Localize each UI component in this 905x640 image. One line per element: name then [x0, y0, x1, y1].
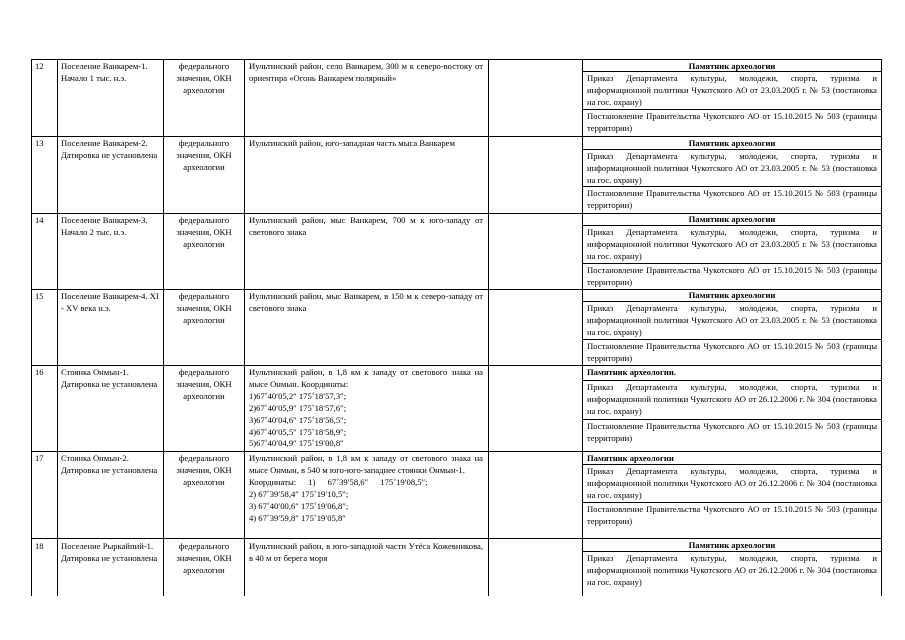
- object-name: Поселение Ванкарем-1. Начало 1 тыс. н.э.: [61, 61, 148, 83]
- object-name: Стоянка Онмын-2. Датировка не установлена: [61, 453, 158, 475]
- doc-heading: Памятник археологии: [688, 138, 776, 148]
- doc-entry: Постановление Правительства Чукотского АО от 15.10.2015 № 503 (границы территории): [587, 504, 877, 526]
- doc-entry: Постановление Правительства Чукотского АО от 15.10.2015 № 503 (границы территории): [587, 265, 877, 287]
- coordinate-line: 4) 67˚39′59,8″ 175˚19′05,8″: [249, 512, 346, 523]
- location-line: Иультинский район, село Ванкарем, 300 м к северо-востоку от ориентира «Огонь Ванкарем полярный»: [249, 61, 483, 83]
- doc-entry: Приказ Департамента культуры, молодежи, спорта, туризма и информационной политики Чукотского АО от 26.12.2006 г. № 304 (постановка на гос. охрану): [587, 466, 877, 500]
- object-category: федерального значения, ОКН археологии: [176, 215, 232, 249]
- doc-entry: Приказ Департамента культуры, молодежи, спорта, туризма и информационной политики Чукотского АО от 23.03.2005 г. № 53 (постановка на гос. охрану): [587, 303, 877, 337]
- object-location: [249, 215, 483, 239]
- object-location: [249, 367, 483, 450]
- doc-entry: Постановление Правительства Чукотского АО от 15.10.2015 № 503 (границы территории): [587, 421, 877, 443]
- doc-heading: Памятник археологии: [688, 214, 776, 224]
- object-category: федерального значения, ОКН археологии: [176, 291, 232, 325]
- location-line: Иультинский район, в юго-западной части Утёса Кожевникова, в 40 м от берега моря: [249, 541, 483, 563]
- doc-heading: Памятник археологии: [688, 61, 776, 71]
- row-border: [31, 365, 882, 366]
- coordinate-line: Координаты: 1) 67˚39′58,6″ 175˚19′08,5″;: [249, 476, 428, 487]
- doc-entry: Постановление Правительства Чукотского АО от 15.10.2015 № 503 (границы территории): [587, 111, 877, 133]
- doc-divider: [582, 109, 882, 110]
- object-name: Стоянка Онмын-1. Датировка не установлена: [61, 367, 158, 389]
- object-category: федерального значения, ОКН археологии: [176, 541, 232, 575]
- object-name: Поселение Ванкарем-3. Начало 2 тыс. н.э.: [61, 215, 148, 237]
- coordinate-line: 2) 67˚39′58,4″ 175˚19′10,5″;: [249, 488, 349, 499]
- row-number: 15: [35, 291, 44, 301]
- doc-entry: Приказ Департамента культуры, молодежи, спорта, туризма и информационной политики Чукотского АО от 23.03.2005 г. № 53 (постановка на гос. охрану): [587, 227, 877, 261]
- object-category: федерального значения, ОКН археологии: [176, 367, 232, 401]
- location-line: Иультинский район, в 1,8 км к западу от светового знака на мысе Онмын. Координаты:: [249, 367, 483, 389]
- object-name: Поселение Рыркайпий-1. Датировка не установлена: [61, 541, 158, 563]
- doc-divider: [582, 339, 882, 340]
- location-line: Иультинский район, мыс Ванкарем, в 150 м к северо-западу от светового знака: [249, 291, 483, 313]
- doc-heading: Памятник археологии: [688, 290, 776, 300]
- doc-entry: Приказ Департамента культуры, молодежи, спорта, туризма и информационной политики Чукотского АО от 26.12.2006 г. № 304 (постановка на гос. охрану): [587, 553, 877, 587]
- object-location: [249, 291, 483, 315]
- object-location: [249, 453, 483, 524]
- row-number: 12: [35, 61, 44, 71]
- object-category: федерального значения, ОКН археологии: [176, 453, 232, 487]
- column-divider: [582, 59, 583, 596]
- coordinate-line: 5)67˚40′04,9″ 175˚19′00,8″: [249, 438, 344, 449]
- row-border: [31, 538, 882, 539]
- doc-divider: [582, 380, 882, 381]
- coordinate-line: 4)67˚40′05,5″ 175˚18′58,9″;: [249, 426, 347, 437]
- object-category: федерального значения, ОКН археологии: [176, 61, 232, 95]
- row-number: 14: [35, 215, 44, 225]
- row-border: [31, 136, 882, 137]
- row-number: 17: [35, 453, 44, 463]
- coordinate-line: 3)67˚40′04,6″ 175˚18′56,5″;: [249, 414, 347, 425]
- column-divider: [488, 59, 489, 596]
- doc-heading: Памятник археологии.: [587, 367, 676, 377]
- doc-heading: Памятник археологии: [688, 540, 776, 550]
- object-category: федерального значения, ОКН археологии: [176, 138, 232, 172]
- table-border-left: [31, 59, 32, 596]
- doc-divider: [582, 263, 882, 264]
- object-location: [249, 138, 483, 150]
- location-line: Иультинский район, мыс Ванкарем, 700 м к юго-западу от светового знака: [249, 215, 483, 237]
- object-location: [249, 541, 483, 565]
- coordinate-line: 2)67˚40′05,9″ 175˚18′57,6″;: [249, 402, 347, 413]
- row-border: [31, 451, 882, 452]
- coordinate-line: 3) 67˚40′00,6″ 175˚19′06,8″;: [249, 500, 349, 511]
- doc-entry: Постановление Правительства Чукотского АО от 15.10.2015 № 503 (границы территории): [587, 188, 877, 210]
- column-divider: [57, 59, 58, 596]
- doc-entry: Приказ Департамента культуры, молодежи, спорта, туризма и информационной политики Чукотского АО от 26.12.2006 г. № 304 (постановка на гос. охрану): [587, 382, 877, 416]
- doc-divider: [582, 419, 882, 420]
- column-divider: [163, 59, 164, 596]
- column-divider: [244, 59, 245, 596]
- row-number: 13: [35, 138, 44, 148]
- coordinate-line: 1)67˚40′05,2″ 175˚18′57,3″;: [249, 390, 347, 401]
- location-line: Иультинский район, в 1,8 км к западу от светового знака на мысе Онмын, в 540 м юго-юго-западнее стоянки Онмын-1.: [249, 453, 483, 475]
- object-name: Поселение Ванкарем-4. XI - XV века н.э.: [61, 291, 159, 313]
- doc-entry: Приказ Департамента культуры, молодежи, спорта, туризма и информационной политики Чукотского АО от 23.03.2005 г. № 53 (постановка на гос. охрану): [587, 151, 877, 185]
- doc-entry: Приказ Департамента культуры, молодежи, спорта, туризма и информационной политики Чукотского АО от 23.03.2005 г. № 53 (постановка на гос. охрану): [587, 73, 877, 107]
- row-number: 16: [35, 367, 44, 377]
- object-name: Поселение Ванкарем-2. Датировка не установлена: [61, 138, 158, 160]
- object-location: [249, 61, 483, 85]
- row-number: 18: [35, 541, 44, 551]
- doc-divider: [582, 502, 882, 503]
- location-line: Иультинский район, юго-западная часть мыса Ванкарем: [249, 138, 455, 148]
- doc-heading: Памятник археологии: [587, 453, 674, 463]
- row-border: [31, 59, 882, 60]
- table-border-right: [881, 59, 882, 596]
- doc-entry: Постановление Правительства Чукотского АО от 15.10.2015 № 503 (границы территории): [587, 341, 877, 363]
